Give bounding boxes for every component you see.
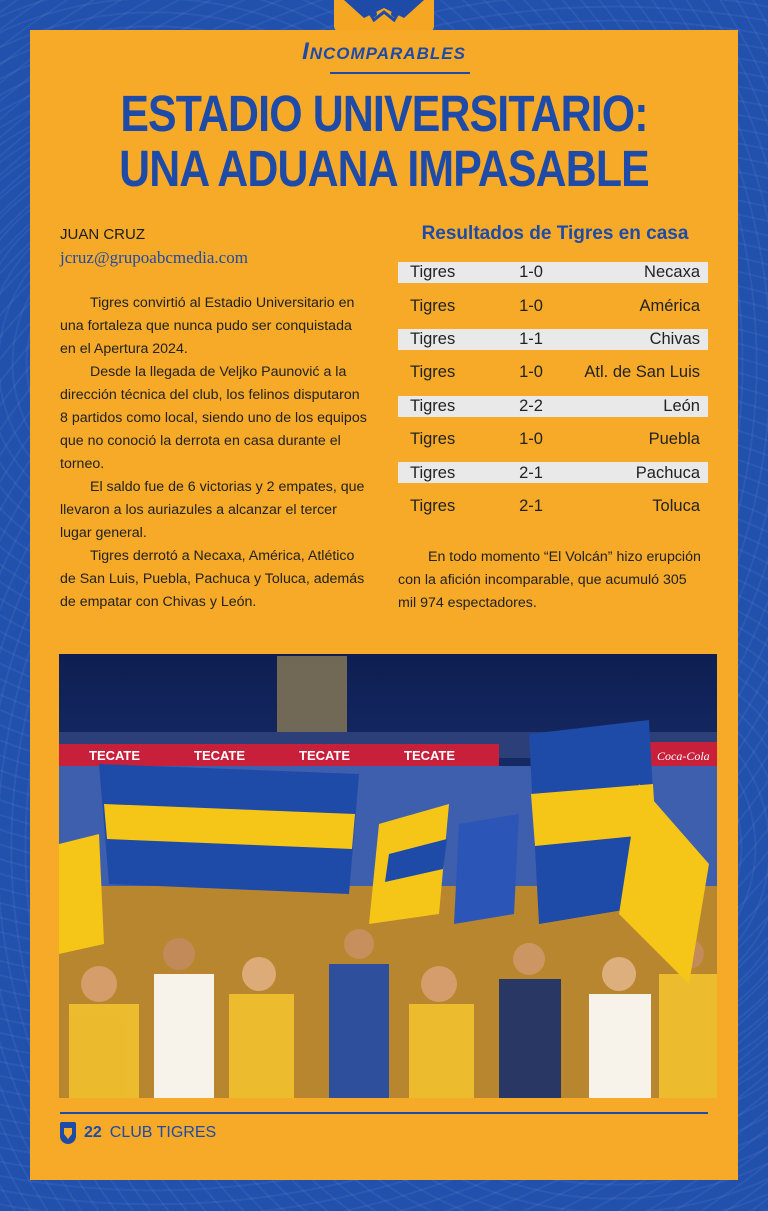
- author-email: jcruz@grupoabcmedia.com: [60, 248, 248, 267]
- tiger-logo-icon: [334, 0, 434, 32]
- score: 1-0: [519, 430, 543, 449]
- home-team: Tigres: [410, 396, 456, 415]
- headline-line-1: ESTADIO UNIVERSITARIO:: [120, 85, 648, 142]
- score: 1-0: [519, 363, 543, 382]
- home-team: Tigres: [410, 329, 456, 348]
- results-title: Resultados de Tigres en casa: [421, 223, 689, 244]
- home-team: Tigres: [410, 463, 456, 482]
- away-team: Chivas: [649, 329, 700, 348]
- home-team: Tigres: [410, 496, 456, 515]
- result-row: [398, 390, 708, 423]
- result-row: [398, 256, 708, 289]
- results-table: [398, 256, 708, 523]
- result-row: [398, 289, 708, 322]
- result-row: [398, 490, 708, 523]
- article-paragraph: El saldo fue de 6 victorias y 2 empates, que llevaron a los auriazules a alcanzar el tercer lugar general.: [60, 479, 365, 541]
- closing-text: En todo momento “El Volcán” hizo erupción con la afición incomparable, que acumuló 305 mil 974 espectadores.: [398, 549, 701, 611]
- home-team: Tigres: [410, 263, 456, 282]
- author-name: JUAN CRUZ: [60, 226, 145, 243]
- away-team: León: [663, 396, 700, 415]
- stadium-crowd-photo: [59, 654, 717, 1098]
- page-footer: [60, 1122, 216, 1144]
- article-paragraph: Tigres convirtió al Estadio Universitario en una fortaleza que nunca pudo ser conquistada en el Apertura 2024.: [60, 295, 355, 357]
- headline-line-2: UNA ADUANA IMPASABLE: [119, 140, 649, 197]
- section-name: CLUB TIGRES: [109, 1124, 217, 1141]
- away-team: Pachuca: [635, 463, 700, 482]
- home-team: Tigres: [410, 363, 456, 382]
- score: 2-2: [519, 396, 543, 415]
- article-paragraph: Tigres derrotó a Necaxa, América, Atlético de San Luis, Puebla, Pachuca y Toluca, además de empatar con Chivas y León.: [60, 548, 365, 610]
- away-team: Toluca: [652, 496, 700, 515]
- photo-banner: TECATE: [404, 748, 456, 763]
- article-panel: [30, 30, 738, 1180]
- score: 2-1: [519, 496, 543, 515]
- away-team: Atl. de San Luis: [584, 363, 700, 382]
- section-kicker: Incomparables: [302, 38, 466, 65]
- score: 1-0: [519, 263, 543, 282]
- club-shield-icon: [60, 1122, 76, 1144]
- photo-banner: TECATE: [89, 748, 141, 763]
- score: 1-1: [519, 329, 543, 348]
- score: 2-1: [519, 463, 543, 482]
- score: 1-0: [519, 296, 543, 315]
- away-team: Necaxa: [644, 263, 700, 282]
- result-row: [398, 323, 708, 356]
- kicker-underline: [330, 72, 470, 74]
- footer-divider: [60, 1112, 708, 1114]
- article-paragraph: Desde la llegada de Veljko Paunović a la dirección técnica del club, los felinos disputaron 8 partidos como local, siendo uno de los equipos que no conoció la derrota en casa durante el torneo.: [60, 364, 367, 472]
- article-body: [60, 292, 370, 614]
- headline: [87, 86, 682, 196]
- result-row: [398, 423, 708, 456]
- result-row: [398, 356, 708, 389]
- page-number: 22: [84, 1124, 102, 1141]
- closing-paragraph: [398, 546, 708, 615]
- photo-banner: TECATE: [299, 748, 351, 763]
- photo-banner: TECATE: [194, 748, 246, 763]
- photo-banner: Coca-Cola: [657, 749, 710, 763]
- home-team: Tigres: [410, 430, 456, 449]
- home-team: Tigres: [410, 296, 456, 315]
- result-row: [398, 456, 708, 489]
- away-team: América: [639, 296, 700, 315]
- away-team: Puebla: [648, 430, 700, 449]
